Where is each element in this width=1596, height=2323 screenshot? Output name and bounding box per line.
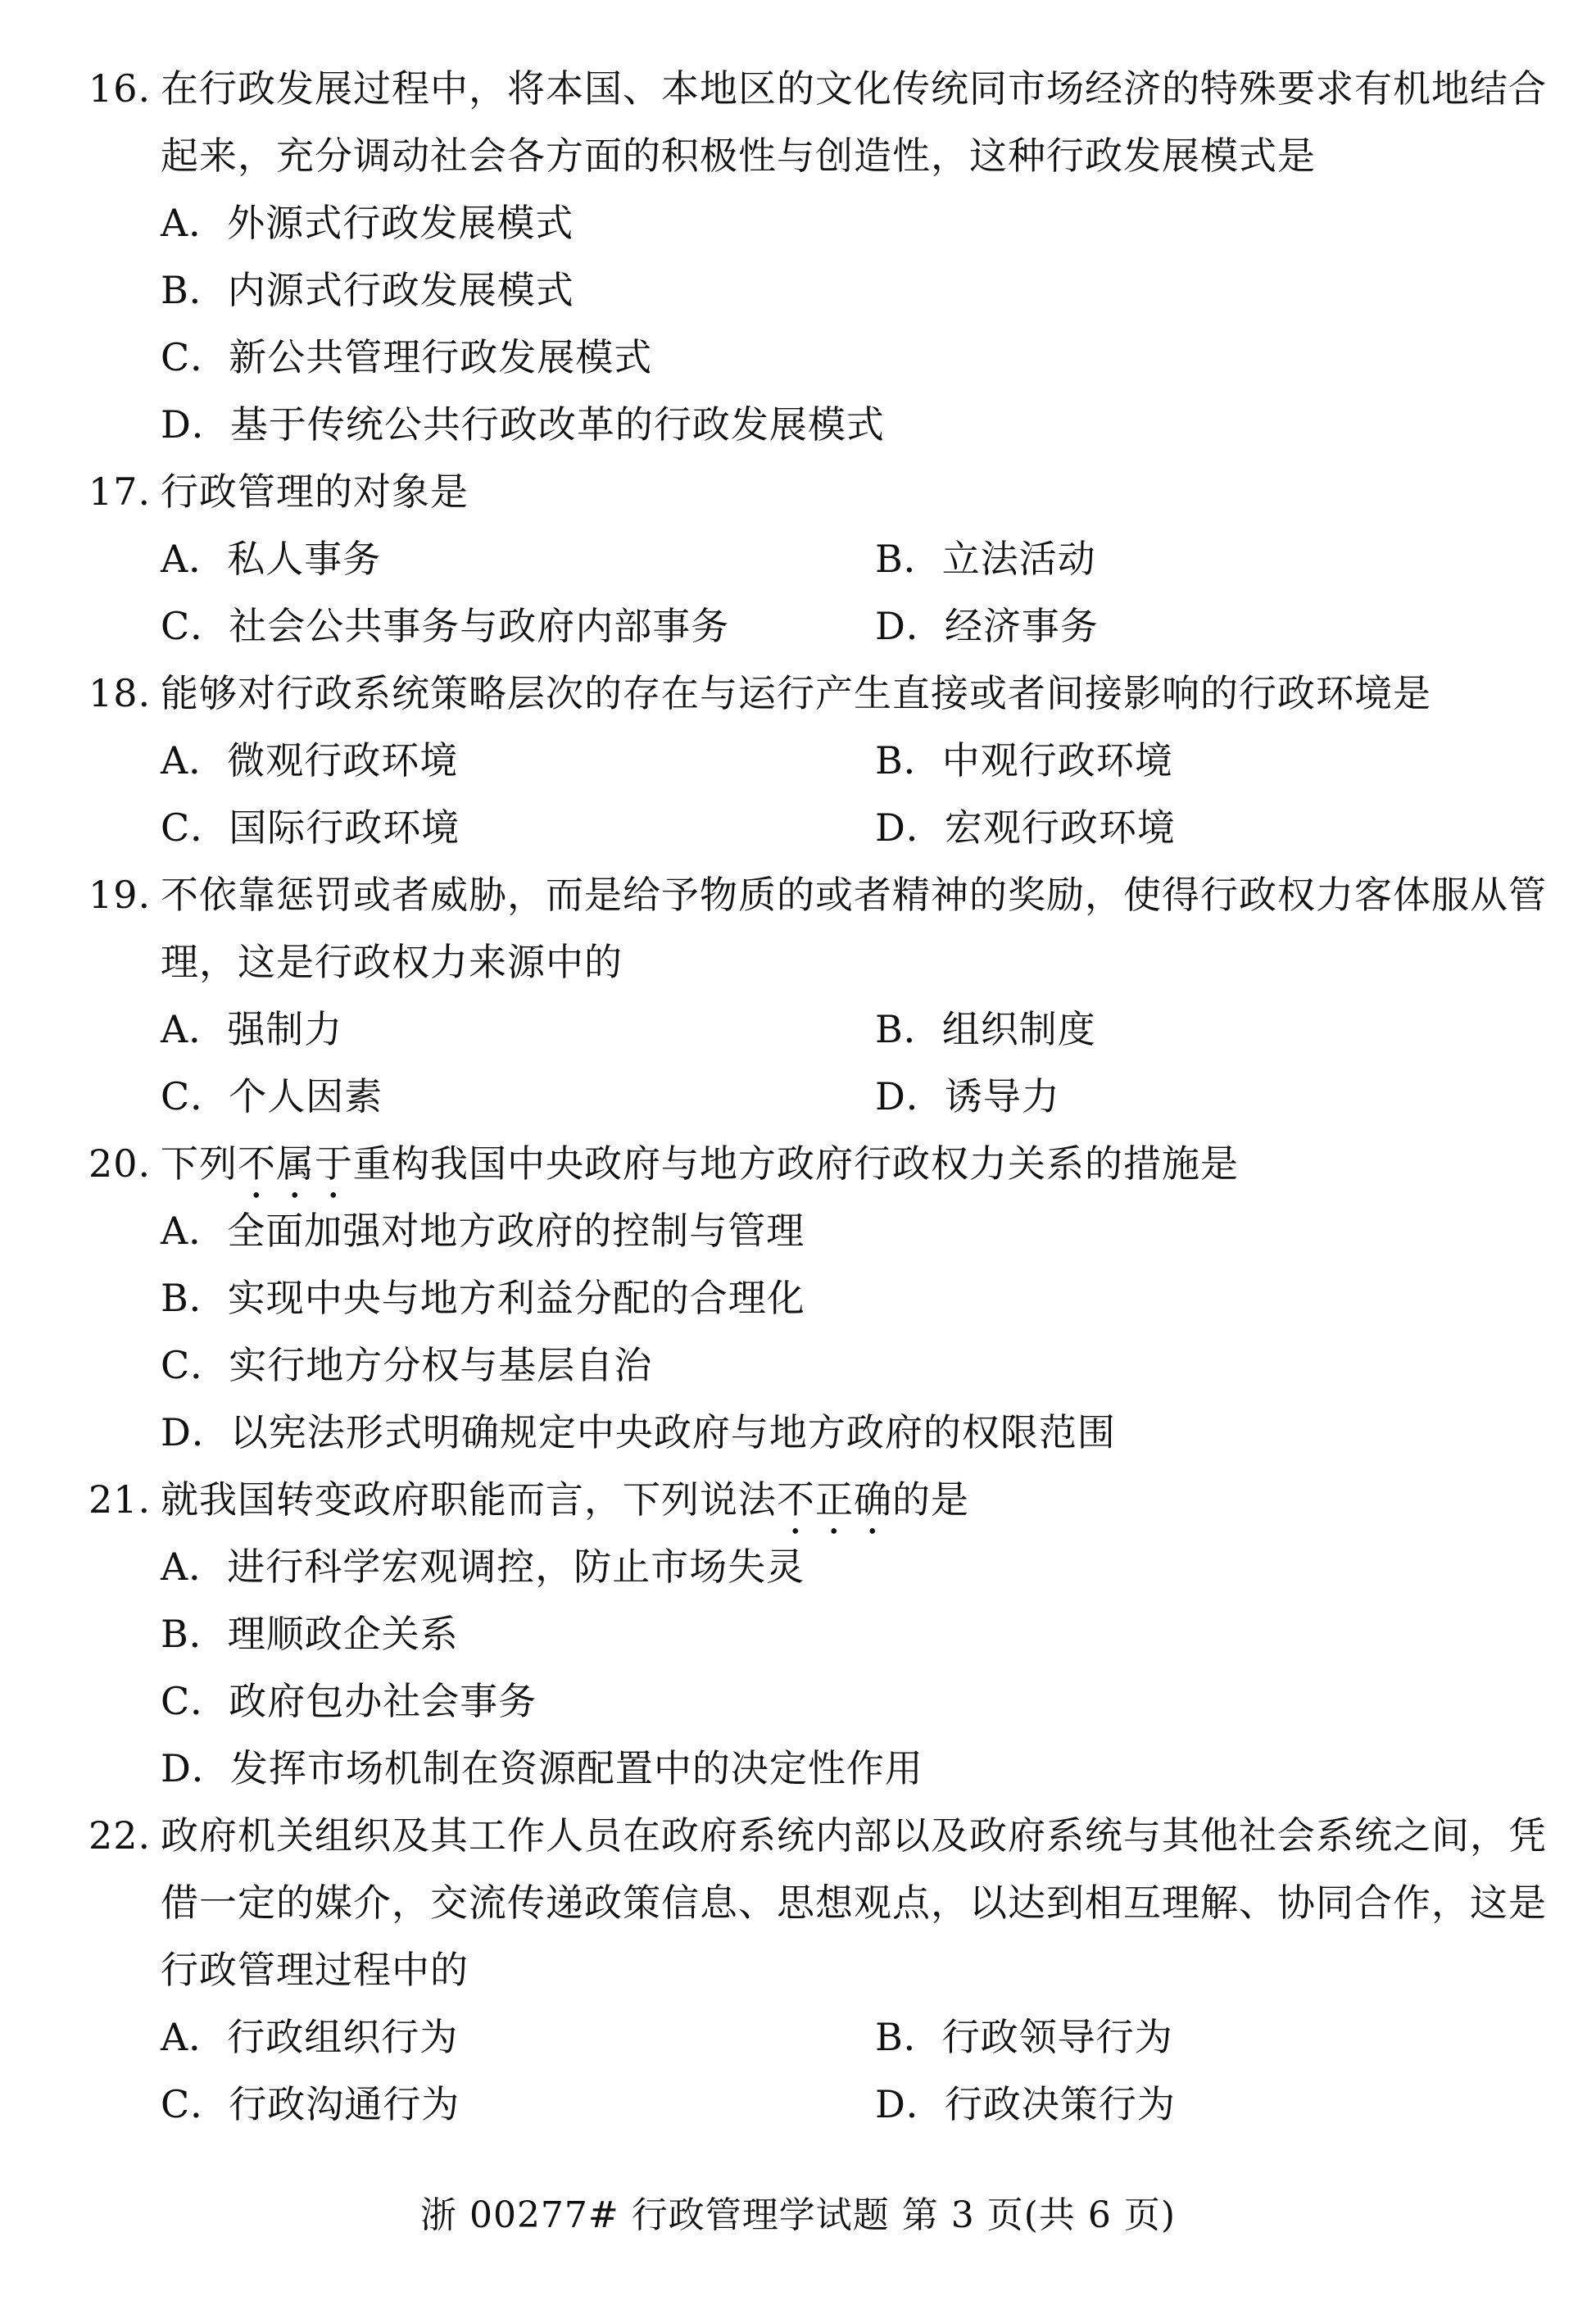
- option-a: A．微观行政环境: [161, 738, 459, 783]
- option-d: D．诱导力: [875, 1074, 1060, 1118]
- option-c: C．个人因素: [161, 1074, 383, 1118]
- question-stem-line: [161, 1141, 1239, 1207]
- option-d: D．宏观行政环境: [875, 805, 1176, 850]
- option-d: D．发挥市场机制在资源配置中的决定性作用: [161, 1746, 923, 1790]
- option-c: C．社会公共事务与政府内部事务: [161, 604, 730, 648]
- option-a: A．私人事务: [161, 537, 382, 581]
- option-b: B．实现中央与地方利益分配的合理化: [161, 1276, 805, 1320]
- option-d: D．行政决策行为: [875, 2082, 1176, 2126]
- option-c: C．政府包办社会事务: [161, 1679, 537, 1723]
- option-a: A．行政组织行为: [161, 2015, 459, 2059]
- stem-text: 下列: [161, 1141, 238, 1186]
- question-number: 22.: [88, 1813, 152, 1858]
- question-stem-line: 理，这是行政权力来源中的: [161, 940, 623, 984]
- question-number: 21.: [88, 1477, 152, 1522]
- question-stem-line: 在行政发展过程中，将本国、本地区的文化传统同市场经济的特殊要求有机地结合: [161, 66, 1547, 111]
- question-stem-line: 借一定的媒介，交流传递政策信息、思想观点，以达到相互理解、协同合作，这是: [161, 1881, 1547, 1925]
- page-footer: 浙 00277# 行政管理学试题 第 3 页(共 6 页): [419, 2194, 1177, 2236]
- emphasized-text: 不正确: [777, 1477, 892, 1522]
- option-b: B．组织制度: [875, 1007, 1096, 1051]
- option-a: A．进行科学宏观调控，防止市场失灵: [161, 1545, 805, 1589]
- stem-text: 的是: [892, 1477, 969, 1522]
- question-number: 18.: [88, 671, 152, 715]
- option-c: C．国际行政环境: [161, 805, 460, 850]
- question-stem-line: 行政管理过程中的: [161, 1948, 469, 1992]
- question-stem-line: 不依靠惩罚或者威胁，而是给予物质的或者精神的奖励，使得行政权力客体服从管: [161, 873, 1547, 917]
- option-b: B．行政领导行为: [875, 2015, 1173, 2059]
- option-b: B．理顺政企关系: [161, 1612, 459, 1656]
- option-b: B．内源式行政发展模式: [161, 268, 574, 312]
- question-stem-line: 能够对行政系统策略层次的存在与运行产生直接或者间接影响的行政环境是: [161, 671, 1431, 715]
- question-number: 17.: [88, 470, 152, 514]
- option-c: C．实行地方分权与基层自治: [161, 1343, 653, 1387]
- option-b: B．中观行政环境: [875, 738, 1173, 783]
- option-d: D．经济事务: [875, 604, 1099, 648]
- question-number: 19.: [88, 873, 152, 917]
- question-stem-line: 起来，充分调动社会各方面的积极性与创造性，这种行政发展模式是: [161, 134, 1316, 178]
- option-c: C．新公共管理行政发展模式: [161, 335, 653, 379]
- emphasized-text: 不属于: [238, 1141, 353, 1186]
- option-d: D．基于传统公共行政改革的行政发展模式: [161, 402, 885, 447]
- option-a: A．强制力: [161, 1007, 343, 1051]
- stem-text: 重构我国中央政府与地方政府行政权力关系的措施是: [353, 1141, 1239, 1186]
- stem-text: 就我国转变政府职能而言，下列说法: [161, 1477, 777, 1522]
- question-stem-line: [161, 1477, 969, 1543]
- option-b: B．立法活动: [875, 537, 1096, 581]
- question-stem-line: 政府机关组织及其工作人员在政府系统内部以及政府系统与其他社会系统之间，凭: [161, 1813, 1547, 1858]
- option-d: D．以宪法形式明确规定中央政府与地方政府的权限范围: [161, 1410, 1116, 1454]
- option-c: C．行政沟通行为: [161, 2082, 460, 2126]
- question-number: 20.: [88, 1141, 152, 1186]
- option-a: A．全面加强对地方政府的控制与管理: [161, 1209, 805, 1253]
- option-a: A．外源式行政发展模式: [161, 201, 574, 245]
- question-stem-line: 行政管理的对象是: [161, 470, 469, 514]
- question-number: 16.: [88, 66, 152, 111]
